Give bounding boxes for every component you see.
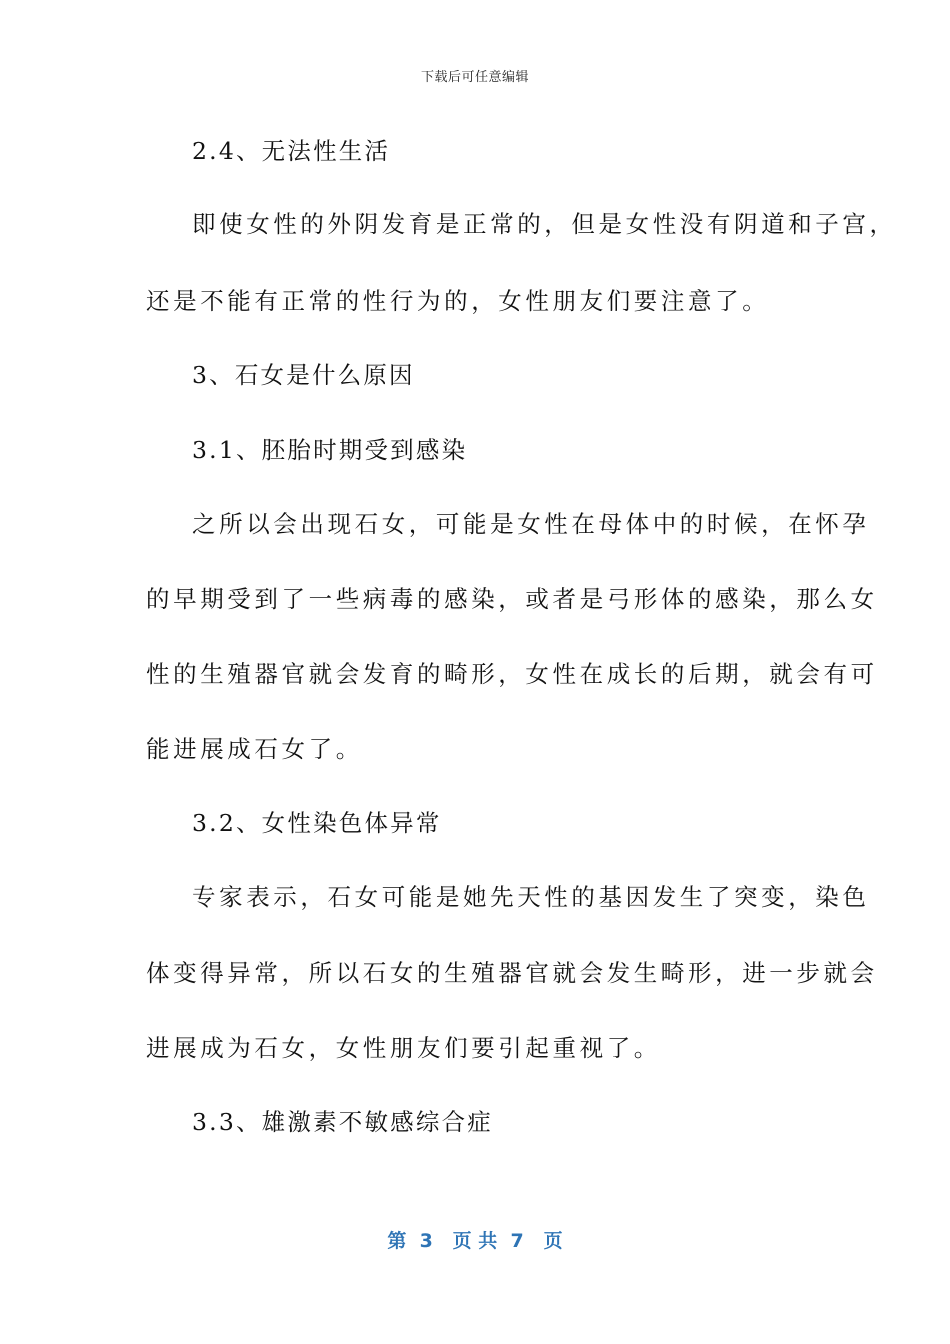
paragraph-line: 专家表示，石女可能是她先天性的基因发生了突变，染色 xyxy=(192,883,870,911)
page-number-footer: 第 3 页 共 7 页 xyxy=(387,1230,563,1252)
section-heading-3: 3、石女是什么原因 xyxy=(192,361,415,389)
paragraph-line: 的早期受到了一些病毒的感染，或者是弓形体的感染，那么女 xyxy=(146,585,878,613)
section-heading-3-2: 3.2、女性染色体异常 xyxy=(192,809,442,837)
paragraph-line: 之所以会出现石女，可能是女性在母体中的时候，在怀孕 xyxy=(192,510,870,538)
paragraph-line: 体变得异常，所以石女的生殖器官就会发生畸形，进一步就会 xyxy=(146,959,878,987)
header-note: 下载后可任意编辑 xyxy=(420,70,529,85)
paragraph-line: 还是不能有正常的性行为的，女性朋友们要注意了。 xyxy=(146,287,770,315)
paragraph-line: 能进展成石女了。 xyxy=(146,735,363,763)
section-heading-3-1: 3.1、胚胎时期受到感染 xyxy=(192,436,468,464)
section-heading-3-3: 3.3、雄激素不敏感综合症 xyxy=(192,1108,493,1136)
paragraph-line: 性的生殖器官就会发育的畸形，女性在成长的后期，就会有可 xyxy=(146,660,878,688)
paragraph-line: 进展成为石女，女性朋友们要引起重视了。 xyxy=(146,1034,661,1062)
section-heading-2-4: 2.4、无法性生活 xyxy=(192,137,391,165)
paragraph-line: 即使女性的外阴发育是正常的，但是女性没有阴道和子宫， xyxy=(192,210,897,238)
